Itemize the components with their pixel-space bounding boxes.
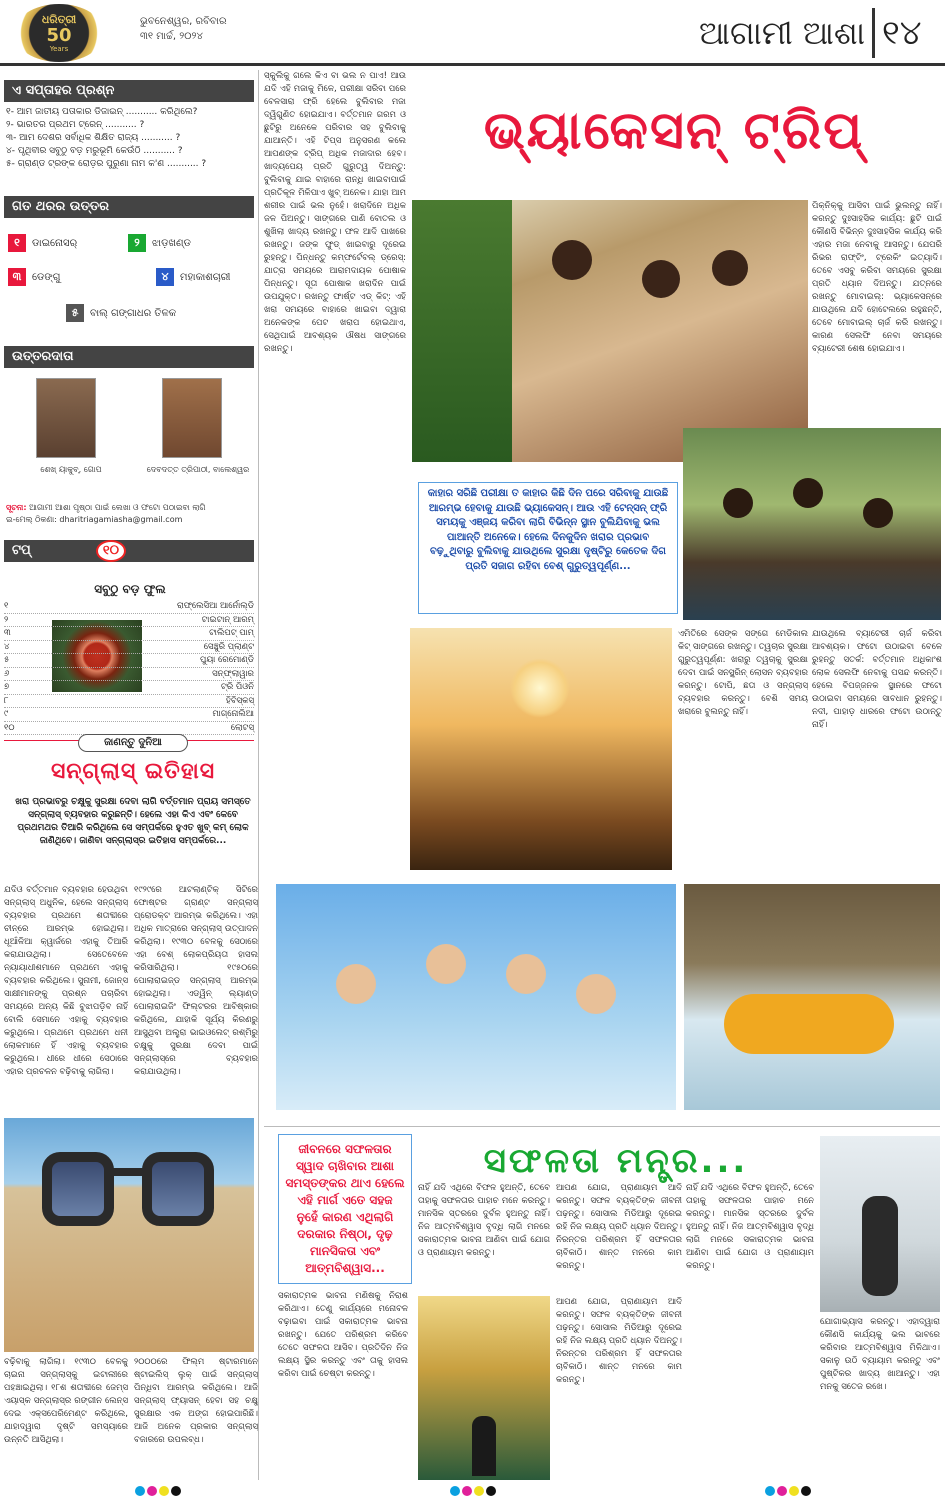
section-title: ଆଗାମୀ ଆଶା — [698, 14, 865, 52]
answer-text: ଡେଙ୍ଗୁ — [32, 271, 61, 283]
answer-item — [128, 234, 191, 252]
person-head — [426, 944, 466, 984]
respondent-caption: ଦେବଦତ୍ତ ତ୍ରିପାଠୀ, ବାଲେଶ୍ୱର — [146, 465, 250, 474]
black-mark — [171, 1486, 181, 1496]
respondent-photo — [36, 378, 96, 458]
know-world-tag: ଜାଣନ୍ତୁ ଦୁନିଆ — [78, 734, 188, 752]
column-divider — [258, 70, 259, 1480]
yellow-mark — [789, 1486, 799, 1496]
quiz-questions — [6, 106, 256, 171]
person-head — [576, 974, 616, 1014]
man-silhouette — [472, 1416, 496, 1476]
trip-callout: କାହାର ସରିଛି ପରୀକ୍ଷା ତ କାହାର କିଛି ଦିନ ପରେ ସରିବାକୁ ଯାଉଛି ଆରମ୍ଭ ହେବାକୁ ଯାଉଛି ଭ୍ୟାକେସନ୍। ଆଉ ଏହି ଟେନ୍‌ସନ୍ ଫ୍ରି ସମୟକୁ ଏଞ୍ଜୟ କରିବା ଲାଗି ବିଭିନ୍ନ ସ୍ଥାନ ବୁଲିଯିବାକୁ ଭଲ ପାଆନ୍ତି ଅନେକେ। ହେଲେ ଦିନକୁଦିନ ଖରାର ପ୍ରଭାବ ବଢ଼ୁଥିବାରୁ ବୁଲିବାକୁ ଯାଉଥିଲେ ସୁରକ୍ଷା ଦୃଷ୍ଟିରୁ କେତେକ ଦିଗ ପ୍ରତି ସଜାଗ ରହିବା ବେଶ୍ ଗୁରୁତ୍ୱପୂର୍ଣ୍ଣ... — [418, 482, 678, 614]
list-item: ୬ ସନ୍‌ଫ୍ଲାୱାର — [4, 668, 254, 682]
success-column-c: ଆପଣ ଯୋଗ, ପ୍ରାଣାୟାମ ଆଦି କରନ୍ତୁ। ସଫଳ ବ୍ୟକ୍ତିଙ୍କ ଜୀବନୀ ପଢ଼ନ୍ତୁ। ସୋସାଲ ମିଡିଆରୁ ଦୂରେଇ ରହି ନିଜ ଲକ୍ଷ୍ୟ ପ୍ରତି ଧ୍ୟାନ ଦିଅନ୍ତୁ। ନିରନ୍ତର ପରିଶ୍ରମ ହିଁ ସଫଳତାର ଚାବିକାଠି। ଶାନ୍ତ ମନରେ କାମ କରନ୍ତୁ। — [556, 1297, 682, 1385]
newspaper-logo — [14, 4, 104, 62]
answer-text: ଡାଇନୋସର୍ — [32, 237, 78, 249]
dateline — [140, 14, 260, 44]
lens-left — [42, 1152, 114, 1226]
convertible-car-photo — [410, 628, 672, 870]
date-place: ଭୁବନେଶ୍ୱର, ରବିବାର — [140, 16, 227, 27]
submission-note — [6, 502, 256, 513]
sunglass-col1: ଯଦିଓ ବର୍ତ୍ତମାନ ବ୍ୟବହାର ହେଉଥିବା ସନ୍‌ଗ୍ଲାସ୍ ଅଧୁନିକ, ହେଲେ ସନ୍‌ଗ୍ଲାସ୍ ବ୍ୟବହାର ପ୍ରଥମେ ଶତାବ୍ଦୀରେ ଚୀନ୍‌ରେ ଆରମ୍ଭ ହୋଇଥିଲା। ଧୂଆଁଳିଆ କ୍ୱାର୍ଜରେ ଏହାକୁ ତିଆରି କରାଯାଉଥିଲା। ସେତେବେଳେ ନ୍ୟାୟାଧୀଶମାନେ ପ୍ରଥମେ ଏହାକୁ ବ୍ୟବହାର କରିଥିଲେ। ସୁନାମୀ, ଜୋନ୍ସ ସାକ୍ଷୀମାନଙ୍କୁ ପ୍ରଶ୍ନ ପଚାରିବା ସମୟରେ ଅନ୍ୟ କିଛି ବୁଝାପଡ଼ିବ ନାହିଁ ବୋଲି ସେମାନେ ଏହାକୁ ବ୍ୟବହାର କରୁଥିଲେ। ପ୍ରଥମେ ପ୍ରଥମେ ଧନୀ ଲୋକମାନେ ହିଁ ଏହାକୁ ବ୍ୟବହାର କରୁଥିଲେ। ଧୀରେ ଧୀରେ ସେଠାରେ ଏହାର ପ୍ରଚଳନ ବଢ଼ିବାକୁ ଲାଗିଲା। — [4, 885, 128, 1077]
respondents-header: ଉତ୍ତରଦାତା — [4, 346, 254, 368]
person-head — [336, 964, 376, 1004]
list-item: ୧ ରାଫ୍ଲେସିଆ ଆର୍ନୋଲ୍ଡି — [4, 600, 254, 614]
person-head — [712, 250, 748, 286]
silhouette — [862, 1196, 898, 1296]
list-item: ୪ ସେଞ୍ଚୁରି ପ୍ଲାଣ୍ଟ — [4, 641, 254, 655]
note-text: ଆଗାମୀ ଆଶା ପୃଷ୍ଠା ପାଇଁ ଲେଖା ଓ ଫଟୋ ପଠାଇବା ଲାଗି — [29, 503, 206, 512]
email-line: ଇ-ମେଲ୍ ଠିକଣା: dharitriagamiasha@gmail.com — [6, 515, 183, 524]
woman-raised-arms-photo — [820, 1136, 940, 1312]
vacation-trip-headline: ଭ୍ୟାକେସନ୍ ଟ୍ରିପ୍ — [483, 101, 865, 161]
quiz-question: ୫- ଗ୍ରାଣ୍ଡ ଟ୍ରଙ୍କ ରୋଡ଼ର ପୁରୁଣା ନାମ କ'ଣ ........... ? — [6, 159, 207, 169]
list-item: ୫ ପୁୟା ରେମୋଣ୍ଡି — [4, 654, 254, 668]
quiz-header: ଏ ସପ୍ତାହର ପ୍ରଶ୍ନ — [4, 80, 254, 102]
magenta-mark — [147, 1486, 157, 1496]
registration-strip — [0, 1484, 945, 1498]
success-column-d: ନାହିଁ ଯଦି ଏଥିରେ ବିଫଳ ହୁଅନ୍ତି, ତେବେ ତାହାକୁ ସଫଳତାର ପାହାଚ ମନେ କରନ୍ତୁ। ମାନସିକ ସ୍ତରରେ ଦୁର୍ବଳ ହୁଅନ୍ତୁ ନାହିଁ। ନିଜ ଆତ୍ମବିଶ୍ୱାସ ବୃଦ୍ଧି ଲାଗି ମନରେ ସକାରାତ୍ମକ ଭାବନା ଆଣିବା ପାଇଁ ଯୋଗ ଓ ପ୍ରାଣାୟାମ କରନ୍ତୁ। — [686, 1183, 814, 1271]
logo-years: Years — [49, 45, 69, 53]
answer-number: ୨ — [128, 234, 146, 252]
answer-item — [156, 268, 230, 286]
boat-group-photo — [683, 428, 941, 620]
answer-item — [66, 304, 176, 322]
list-item: ୩ ଟାଲିପଟ୍ ପାମ୍ — [4, 627, 254, 641]
man-road-photo — [418, 1296, 550, 1480]
page-number: ୧୪ — [882, 13, 922, 53]
black-mark — [801, 1486, 811, 1496]
raft — [724, 994, 894, 1054]
masthead — [0, 0, 945, 66]
sunglass-col4: ୨୦୦୦ରେ ଫିଲ୍ମ ଷ୍ଟାରମାନେ ଷ୍ଟାଇଲିସ୍ ଲୁକ୍ ପାଇଁ ସନ୍‌ଗ୍ଲାସ୍ ପିନ୍ଧିବା ଆରମ୍ଭ କରିଥିଲେ। ଆଜି ସନ୍‌ଗ୍ଲାସ୍ ଫ୍ୟାସନ୍ ହେବା ସହ ଚକ୍ଷୁ ସୁରକ୍ଷାର ଏକ ଅଙ୍ଗ ହୋଇପାରିଛି। ଆଜି ଅନେକ ପ୍ରକାର ସନ୍‌ଗ୍ଲାସ୍ ବଜାରରେ ଉପଲବ୍ଧ। — [134, 1357, 258, 1445]
note-label: ସୂଚନା: — [6, 503, 27, 512]
masthead-divider — [872, 8, 875, 58]
sunglass-intro: ଖରା ପ୍ରଭାବରୁ ଚକ୍ଷୁକୁ ସୁରକ୍ଷା ଦେବା ଲାଗି ବର୍ତ୍ତମାନ ପ୍ରାୟ ସମସ୍ତେ ସନ୍‌ଗ୍ଲାସ୍ ବ୍ୟବହାର କରୁଛନ୍ତି। ହେଲେ ଏହା କିଏ ଏବଂ କେବେ ପ୍ରଥମଥର ତିଆରି କରିଥିଲେ ସେ ସମ୍ପର୍କରେ ହୁଏତ ଖୁବ୍ କମ୍ ଲୋକ ଜାଣିଥିବେ। ଜାଣିବା ସନ୍‌ଗ୍ଲାସ୍‌ର ଇତିହାସ ସମ୍ପର୍କରେ... — [15, 797, 251, 846]
friends-guitar-photo — [412, 200, 808, 462]
person-head — [863, 498, 893, 528]
success-column-b2: ଆପଣ ଯୋଗ, ପ୍ରାଣାୟାମ ଆଦି କରନ୍ତୁ। ସଫଳ ବ୍ୟକ୍ତିଙ୍କ ଜୀବନୀ ପଢ଼ନ୍ତୁ। ସୋସାଲ ମିଡିଆରୁ ଦୂରେଇ ରହି ନିଜ ଲକ୍ଷ୍ୟ ପ୍ରତି ଧ୍ୟାନ ଦିଅନ୍ତୁ। ନିରନ୍ତର ପରିଶ୍ରମ ହିଁ ସଫଳତାର ଚାବିକାଠି। ଶାନ୍ତ ମନରେ କାମ କରନ୍ତୁ। — [556, 1183, 682, 1271]
quiz-question: ୩- ଆମ ଦେଶର ସର୍ବାଧିକ ଶିକ୍ଷିତ ରାଜ୍ୟ ........... ? — [6, 133, 181, 143]
lens-right — [142, 1152, 214, 1226]
sunglasses-on-sand-image — [4, 1118, 254, 1352]
cyan-mark — [450, 1486, 460, 1496]
registration-marks — [765, 1486, 811, 1496]
respondent-caption: ଶେଖ୍ ୟାକୁବ୍, ଗୋପ — [40, 465, 102, 474]
success-column-b: ନାହିଁ ଯଦି ଏଥିରେ ବିଫଳ ହୁଅନ୍ତି, ତେବେ ତାହାକୁ ସଫଳତାର ପାହାଚ ମନେ କରନ୍ତୁ। ମାନସିକ ସ୍ତରରେ ଦୁର୍ବଳ ହୁଅନ୍ତୁ ନାହିଁ। ନିଜ ଆତ୍ମବିଶ୍ୱାସ ବୃଦ୍ଧି ଲାଗି ମନରେ ସକାରାତ୍ମକ ଭାବନା ଆଣିବା ପାଇଁ ଯୋଗ ଓ ପ୍ରାଣାୟାମ କରନ୍ତୁ। — [418, 1183, 550, 1258]
trip-column-c: ଏମିତିରେ ସେଙ୍କ ସଙ୍ଗେ ମେଡିକାଲ କିଟ୍ ସାଙ୍ଗରେ ରଖନ୍ତୁ। ତ୍ୱଚାର ସୁରକ୍ଷା ଗୁରୁତ୍ୱପୂର୍ଣ୍ଣ: ଖରାରୁ ତ୍ୱଚାକୁ ସୁରକ୍ଷା ଦେବା ପାଇଁ ସନସ୍କ୍ରିନ୍ ଲୋସନ ବ୍ୟବହାର କରନ୍ତୁ। ଟୋପି, ଛତା ଓ ସନ୍‌ଗ୍ଲାସ୍ ବ୍ୟବହାର କରନ୍ତୁ। ବେଶି ସମୟ ଖରାରେ ବୁଲନ୍ତୁ ନାହିଁ। — [678, 629, 808, 717]
success-column-a: ସକାରାତ୍ମକ ଭାବନା ମଣିଷକୁ ନିରାଶ କରିଥାଏ। ତେଣୁ କାର୍ଯ୍ୟରେ ମନୋବଳ ବଢ଼ାଇବା ପାଇଁ ସକାରାତ୍ମକ ଭାବନା ରଖନ୍ତୁ। ଯେତେ ପରିଶ୍ରମ କରିବେ ତେତେ ସଫଳତା ଆସିବ। ପ୍ରତିଦିନ ନିଜ ଲକ୍ଷ୍ୟ ସ୍ଥିର କରନ୍ତୁ ଏବଂ ତାକୁ ହାସଲ କରିବା ପାଇଁ ଚେଷ୍ଟା କରନ୍ତୁ। — [278, 1291, 408, 1379]
sunglass-col2: ୧୯୨୯ରେ ଆଟଲାଣ୍ଟିକ୍ ସିଟିରେ ଫୋଷ୍ଟର ଗ୍ରାଣ୍ଟ ସନ୍‌ଗ୍ଲାସ୍ ପ୍ରୋଡକ୍ଟ ଆରମ୍ଭ କରିଥିଲେ। ଏହା ଅଧିକ ମାତ୍ରାରେ ସନ୍‌ଗ୍ଲାସ୍ ଉତ୍ପାଦନ କରିଥିଲା। ୧୯୩୦ ବେଳକୁ ସେଠାରେ ଏହା ବେଶ୍ ଲୋକପ୍ରିୟତା ହାସଲ କରିସାରିଥିଲା। ୧୯୫୦ରେ ପୋଲାରାଇଜ୍ଡ ସନ୍‌ଗ୍ଲାସ୍ ଆରମ୍ଭ ହୋଇଥିଲା। ଏଡ୍ୱିନ୍ ଲ୍ୟାଣ୍ଡ ପୋଲାରାଇଜିଂ ଫିଲ୍ଟରର ଆବିଷ୍କାର କରିଥିଲେ, ଯାହାକି ସୂର୍ଯ୍ୟ କିରଣରୁ ଆସୁଥିବା ଅଲ୍ଟ୍ରା ଭାଇଓଲେଟ୍ ରଶ୍ମିରୁ ଚକ୍ଷୁକୁ ସୁରକ୍ଷା ଦେବା ପାଇଁ ସନ୍‌ଗ୍ଲାସ୍‌ରେ ବ୍ୟବହାର କରାଯାଉଥିଲା। — [134, 885, 258, 1077]
person-head — [793, 478, 823, 508]
group-sunglasses-photo — [276, 884, 676, 1110]
sun — [510, 658, 570, 718]
date-day: ୩୧ ମାର୍ଚ୍ଚ, ୨୦୨୪ — [140, 31, 203, 42]
list-item: ୯ ମାଗ୍ନୋଲିଆ — [4, 708, 254, 722]
success-column-e: ଯୋଗାଭ୍ୟାସ କରନ୍ତୁ। ଏହାଦ୍ୱାରା କୌଣସି କାର୍ଯ୍ୟକୁ ଭଲ ଭାବରେ କରିବାର ଆତ୍ମବିଶ୍ୱାସ ମିଳିଥାଏ। ସକାଳୁ ଉଠି ବ୍ୟାୟାମ କରନ୍ତୁ ଏବଂ ପୁଷ୍ଟିକର ଖାଦ୍ୟ ଖାଆନ୍ତୁ। ଏହା ମନକୁ ସତେଜ ରଖେ। — [820, 1317, 940, 1392]
plants — [412, 200, 512, 462]
list-item: ୧୦ ଲୋଟସ୍ — [4, 722, 254, 736]
person-head — [552, 240, 592, 280]
logo-text-top: ଧରିତ୍ରୀ — [41, 13, 77, 26]
trip-column-b: ପିକ୍‌ନିକ୍‌କୁ ଆସିବା ପାଇଁ ଭୁଲନ୍ତୁ ନାହିଁ। କରନ୍ତୁ ଦୁଃସାହସିକ କାର୍ଯ୍ୟ: ଛୁଟି ପାଇଁ କୌଣସି ବିଭିନ୍ନ ଦୁଃସାହସିକ କାର୍ଯ୍ୟ କରି ଏହାର ମଜା ନେବାକୁ ଆସନ୍ତୁ। ଯେପରି ରିଭର ରାଫ୍ଟିଂ, ଟ୍ରେକିଂ ଇତ୍ୟାଦି। ତେବେ ଏସବୁ କରିବା ସମୟରେ ସୁରକ୍ଷା ପ୍ରତି ଧ୍ୟାନ ଦିଅନ୍ତୁ। ଯତ୍ନରେ ରଖନ୍ତୁ ମୋବାଇଲ୍: ଭ୍ୟାକେସନ୍‌ରେ ଯାଉଥିଲେ ଯଦି ହୋଟେଲରେ ରହୁଛନ୍ତି, ତେବେ ମୋବାଇଲ୍ ଚାର୍ଜ କରି ରଖନ୍ତୁ। କାରଣ ସେଲଫି ନେବା ସମୟରେ ବ୍ୟାଟେରୀ ଶେଷ ହୋଇଯାଏ। — [812, 201, 942, 354]
success-mantra-headline: ସଫଳତା ମନ୍ତ୍ର... — [483, 1141, 749, 1181]
quiz-question: ୪- ପୃଥିବୀର ସବୁଠୁ ବଡ଼ ମରୁଭୂମି କେଉଁଠି ........... ? — [6, 146, 183, 156]
yellow-mark — [159, 1486, 169, 1496]
quiz-question: ୨- ଭାରତର ପ୍ରଥମ ଟ୍ରେନ୍ ........... ? — [6, 120, 145, 130]
person-head — [642, 260, 680, 298]
lens-bridge — [112, 1168, 144, 1176]
list-item: ୮ ହିବିସ୍କସ୍ — [4, 695, 254, 709]
trip-column-d: ଯାଉଥିଲେ ବ୍ୟାଟେରୀ ଚାର୍ଜ କରିବା ଆବଶ୍ୟକ। ଫଟୋ ଉଠାଇବା ବେଳେ ରୁହନ୍ତୁ ସତର୍କ: ବର୍ତ୍ତମାନ ଅଧିକାଂଶ ଲୋକ ସେଲଫି ନେବାକୁ ପସନ୍ଦ କରନ୍ତି। ହେଲେ ବିପଜ୍ଜନକ ସ୍ଥାନରେ ଫଟୋ ଉଠାଇବା ସମୟରେ ସାବଧାନ ରୁହନ୍ତୁ। ନଦୀ, ପାହାଡ଼ ଧାରରେ ଫଟୋ ଉଠାନ୍ତୁ ନାହିଁ। — [812, 629, 942, 730]
answer-number: ୧ — [8, 234, 26, 252]
list-item: ୭ ଟ୍ରି ପିଓନି — [4, 681, 254, 695]
magenta-mark — [777, 1486, 787, 1496]
registration-marks — [135, 1486, 181, 1496]
answer-item — [8, 268, 60, 286]
tips-list — [4, 600, 254, 735]
person-head — [506, 954, 546, 994]
cyan-mark — [765, 1486, 775, 1496]
sunglass-col3: ବଢ଼ିବାକୁ ଲାଗିଲା। ୧୯୩୦ ବେଳକୁ ଚାଇନା ସନ୍‌ଗ୍ଲାସ୍‌କୁ ଇଟାଲୀରେ ପହଞ୍ଚାଇଥିଲା। ୧୮ଶ ଶତାବ୍ଦୀରେ ଜେମ୍ସ ଏୟାସ୍କ ସନ୍‌ଗ୍ଲାସ୍‌ର ରଙ୍ଗୀନ ଲେନ୍ସ ଦେଇ ଏକ୍ସପେରିମେଣ୍ଟ କରିଥିଲେ, ଯାହାଦ୍ୱାରା ଦୃଷ୍ଟି ସମସ୍ୟାରେ ଉନ୍ନତି ଆସିଥିଲା। — [4, 1357, 128, 1445]
tips-title: ସବୁଠୁ ବଡ଼ ଫୁଲ — [94, 582, 166, 596]
answer-text: ବାଲ୍ ଗଙ୍ଗାଧର ତିଳକ — [90, 307, 177, 319]
success-callout: ଜୀବନରେ ସଫଳତାର ସ୍ୱାଦ ଚାଖିବାର ଆଶା ସମସ୍ତଙ୍କର ଥାଏ ହେଲେ ଏହି ମାର୍ଗ ଏତେ ସହଜ ନୁହେଁ କାରଣ ଏଥିଲାଗି ଦରକାର ନିଷ୍ଠା, ଦୃଢ଼ ମାନସିକତା ଏବଂ ଆତ୍ମବିଶ୍ୱାସ... — [278, 1134, 412, 1284]
respondent-photo — [162, 378, 222, 458]
river-rafting-photo — [684, 884, 940, 1110]
answer-text: ମହାକାଶଚାରୀ — [180, 271, 231, 283]
answer-text: ଝାଡ଼ଖଣ୍ଡ — [152, 237, 191, 249]
tips-number: ୧୦ — [96, 540, 126, 562]
answer-item — [8, 234, 77, 252]
trip-column-a: ସ୍କୁଲିକୁ ଗଲେ କିଏ ବା ଭଲ ନ ପାଏ! ଆଉ ଯଦି ଏହି ମଜାକୁ ମିଳେ, ପରୀକ୍ଷା ସରିବା ପରେ ବେଳସାରା ଫ୍ରି ହେଲେ ବୁଲିବାର ମଜା ଦ୍ୱିଗୁଣିତ ହୋଇଯାଏ। ବର୍ତ୍ତମାନ ଗରମ ଓ ଛୁଟିରୁ ଅନେକେ ପରିବାର ସହ ବୁଲିବାକୁ ଯାଆନ୍ତି। ଏହି ଟିପ୍ସ ଅନୁସରଣ କଲେ ଆପଣଙ୍କ ଟ୍ରିପ୍ ଅଧିକ ମଜାଦାର ହେବ। ଖାଦ୍ୟପେୟ ପ୍ରତି ଗୁରୁତ୍ୱ ଦିଅନ୍ତୁ: ବୁଲିବାକୁ ଯାଇ ବାହାରେ ରାନ୍ଧି ଖାଇବାପାଇଁ ପ୍ରତିକୂଳ ମିଳିପାଏ ଖୁବ୍ ଅନେକ। ଯାହା ଆମ ଶରୀର ପାଇଁ ଭଲ ନୁହେଁ। ଖରାଦିନେ ଅଧିକ ଜଳ ପିଅନ୍ତୁ। ସାଙ୍ଗରେ ପାଣି ବୋତଲ ଓ ଶୁଖିଲା ଖାଦ୍ୟ ରଖନ୍ତୁ। ଫଳ ଆଦି ପାଖରେ ରଖନ୍ତୁ। ଜଙ୍କ ଫୁଡ୍ ଖାଇବାରୁ ଦୂରେଇ ରୁହନ୍ତୁ। ପିନ୍ଧନ୍ତୁ କମ୍ଫର୍ଟେବଲ୍ ଡ୍ରେସ୍: ଯାତ୍ରା ସମୟରେ ଆରାମଦାୟକ ପୋଷାକ ପିନ୍ଧନ୍ତୁ। ସୂତା ପୋଷାକ ଖରାଦିନ ପାଇଁ ଉପଯୁକ୍ତ। ରଖନ୍ତୁ ଫାର୍ଷ୍ଟ ଏଡ୍ କିଟ୍: ଏହି ଖରା ସମୟରେ ବାହାରେ ଖାଇବା ଦ୍ୱାରା ଅନେକଙ୍କ ପେଟ ଖରାପ ହୋଇଥାଏ, ସେଥିପାଇଁ ଆବଶ୍ୟକ ଔଷଧ ସାଙ୍ଗରେ ରଖନ୍ତୁ। — [264, 71, 406, 354]
tips-header: ଟପ୍ — [4, 540, 254, 562]
answers-header: ଗତ ଥରର ଉତ୍ତର — [4, 196, 254, 218]
sunglass-history-headline: ସନ୍‌ଗ୍ଲାସ୍ ଇତିହାସ — [50, 759, 216, 784]
quiz-question: ୧- ଆମ ଜାତୀୟ ପତାକାର ଡିଜାଇନ୍ ........... କରିଥିଲେ? — [6, 107, 198, 117]
list-item: ୨ ଟାଇଟାନ୍ ଆରମ୍ — [4, 614, 254, 628]
registration-marks — [450, 1486, 496, 1496]
answer-number: ୩ — [8, 268, 26, 286]
logo-fifty: 50 — [46, 25, 72, 46]
answer-number: ୫ — [66, 304, 84, 322]
black-mark — [486, 1486, 496, 1496]
section-rule — [264, 1126, 940, 1127]
magenta-mark — [462, 1486, 472, 1496]
answer-number: ୪ — [156, 268, 174, 286]
cyan-mark — [135, 1486, 145, 1496]
person-head — [723, 488, 753, 518]
yellow-mark — [474, 1486, 484, 1496]
